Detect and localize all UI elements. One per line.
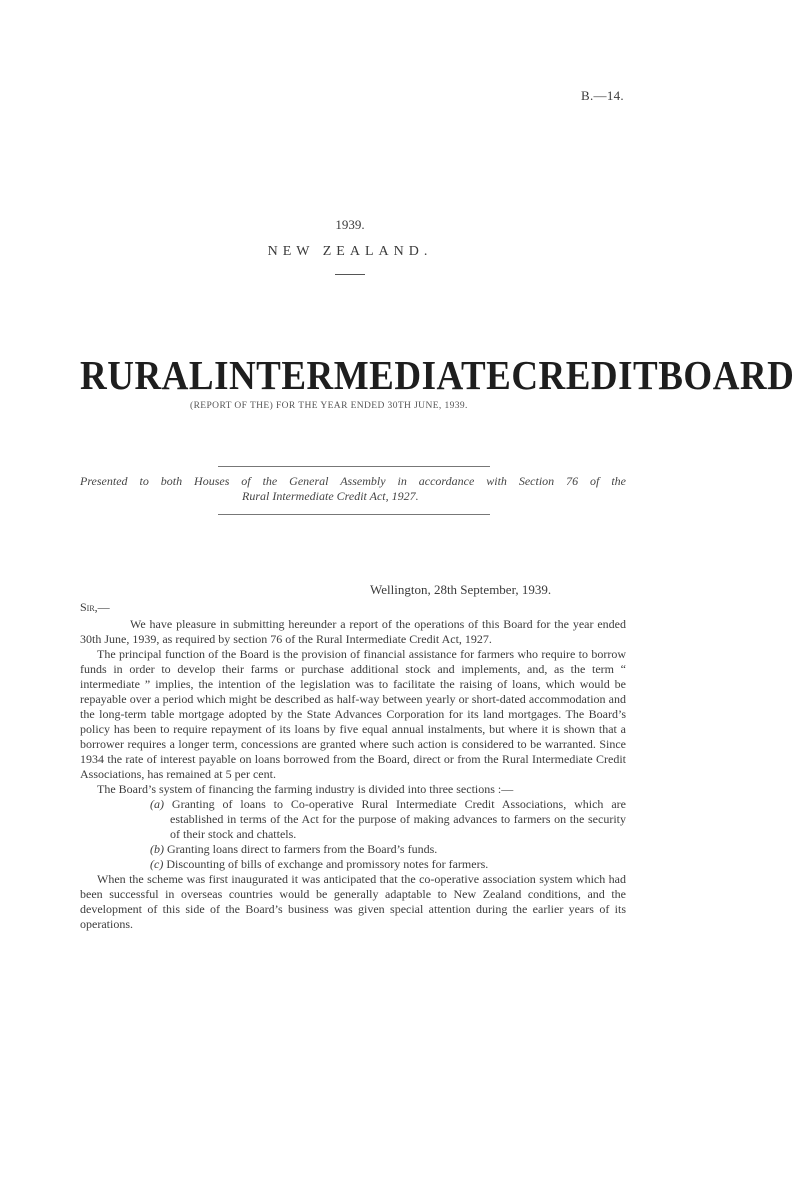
presentation-line-2: Rural Intermediate Credit Act, 1927. [242,489,419,503]
letter-salutation: Sir,— [80,600,110,614]
paragraph: We have pleasure in submitting hereunder a report of the operations of this Board for the year ended 30th June, 1939, as required by section 76 of the Rural Intermediate Credit Act, 1927. [80,617,626,646]
list-item-label: (a) [150,797,164,811]
paragraph: The principal function of the Board is the provision of financial assistance for farmers who require to borrow funds in order to develop their farms or purchase additional stock and implements, and, as the term “ intermediate ” implies, the intention of the legislation was to facilitate the raising of loans, which would be repayable over a period which might be described as half-way between yearly or short-dated accommodation and the long-term table mortgage adopted by the State Advances Corporation for its land mortgages. The Board’s policy has been to require repayment of its loans by five equal annual instalments, but where it is shown that a borrower requires a longer term, concessions are granted where such action is considered to be warranted. Since 1934 the rate of interest payable on loans borrowed from the Board, direct or from the Rural Intermediate Credit Associations, has remained at 5 per cent. [80,647,626,781]
title-word: INTERMEDIATE [214,353,512,400]
list-item [80,842,626,857]
title-word: BOARD [658,353,794,400]
list-item-text: Granting of loans to Co-operative Rural Intermediate Credit Associations, which are established in terms of the Act for the purpose of making advances to farmers on the security of their stock and chattels. [170,797,627,841]
list-item-text: Discounting of bills of exchange and promissory notes for farmers. [166,857,489,871]
list-item [80,797,626,842]
main-title [80,352,794,400]
page-reference: B.—14. [581,88,624,103]
divider-bottom [218,514,490,515]
report-subtitle: (REPORT OF THE) FOR THE YEAR ENDED 30TH JUNE, 1939. [190,401,468,411]
title-word: CREDIT [511,353,659,400]
list-item-label: (c) [150,857,164,871]
list-item-label: (b) [150,842,164,856]
letter-body [80,617,626,932]
paragraph: The Board’s system of financing the farming industry is divided into three sections :— [97,782,514,796]
presentation-note [80,474,626,504]
short-divider [335,274,365,275]
report-year: 1939. [335,217,365,232]
title-word: RURAL [80,353,215,400]
paragraph: When the scheme was first inaugurated it was anticipated that the co-operative association system which had been successful in overseas countries would be generally adaptable to New Zealand conditions, and the development of this side of the Board’s business was given special attention during the earlier years of its operations. [80,872,626,931]
list-item [80,857,626,872]
country-heading: NEW ZEALAND. [267,244,433,259]
presentation-line-1: Presented to both Houses of the General Assembly in accordance with Section 76 of the [80,474,626,488]
letter-dateline: Wellington, 28th September, 1939. [370,582,552,597]
list-item-text: Granting loans direct to farmers from the Board’s funds. [167,842,438,856]
divider-top [218,466,490,467]
